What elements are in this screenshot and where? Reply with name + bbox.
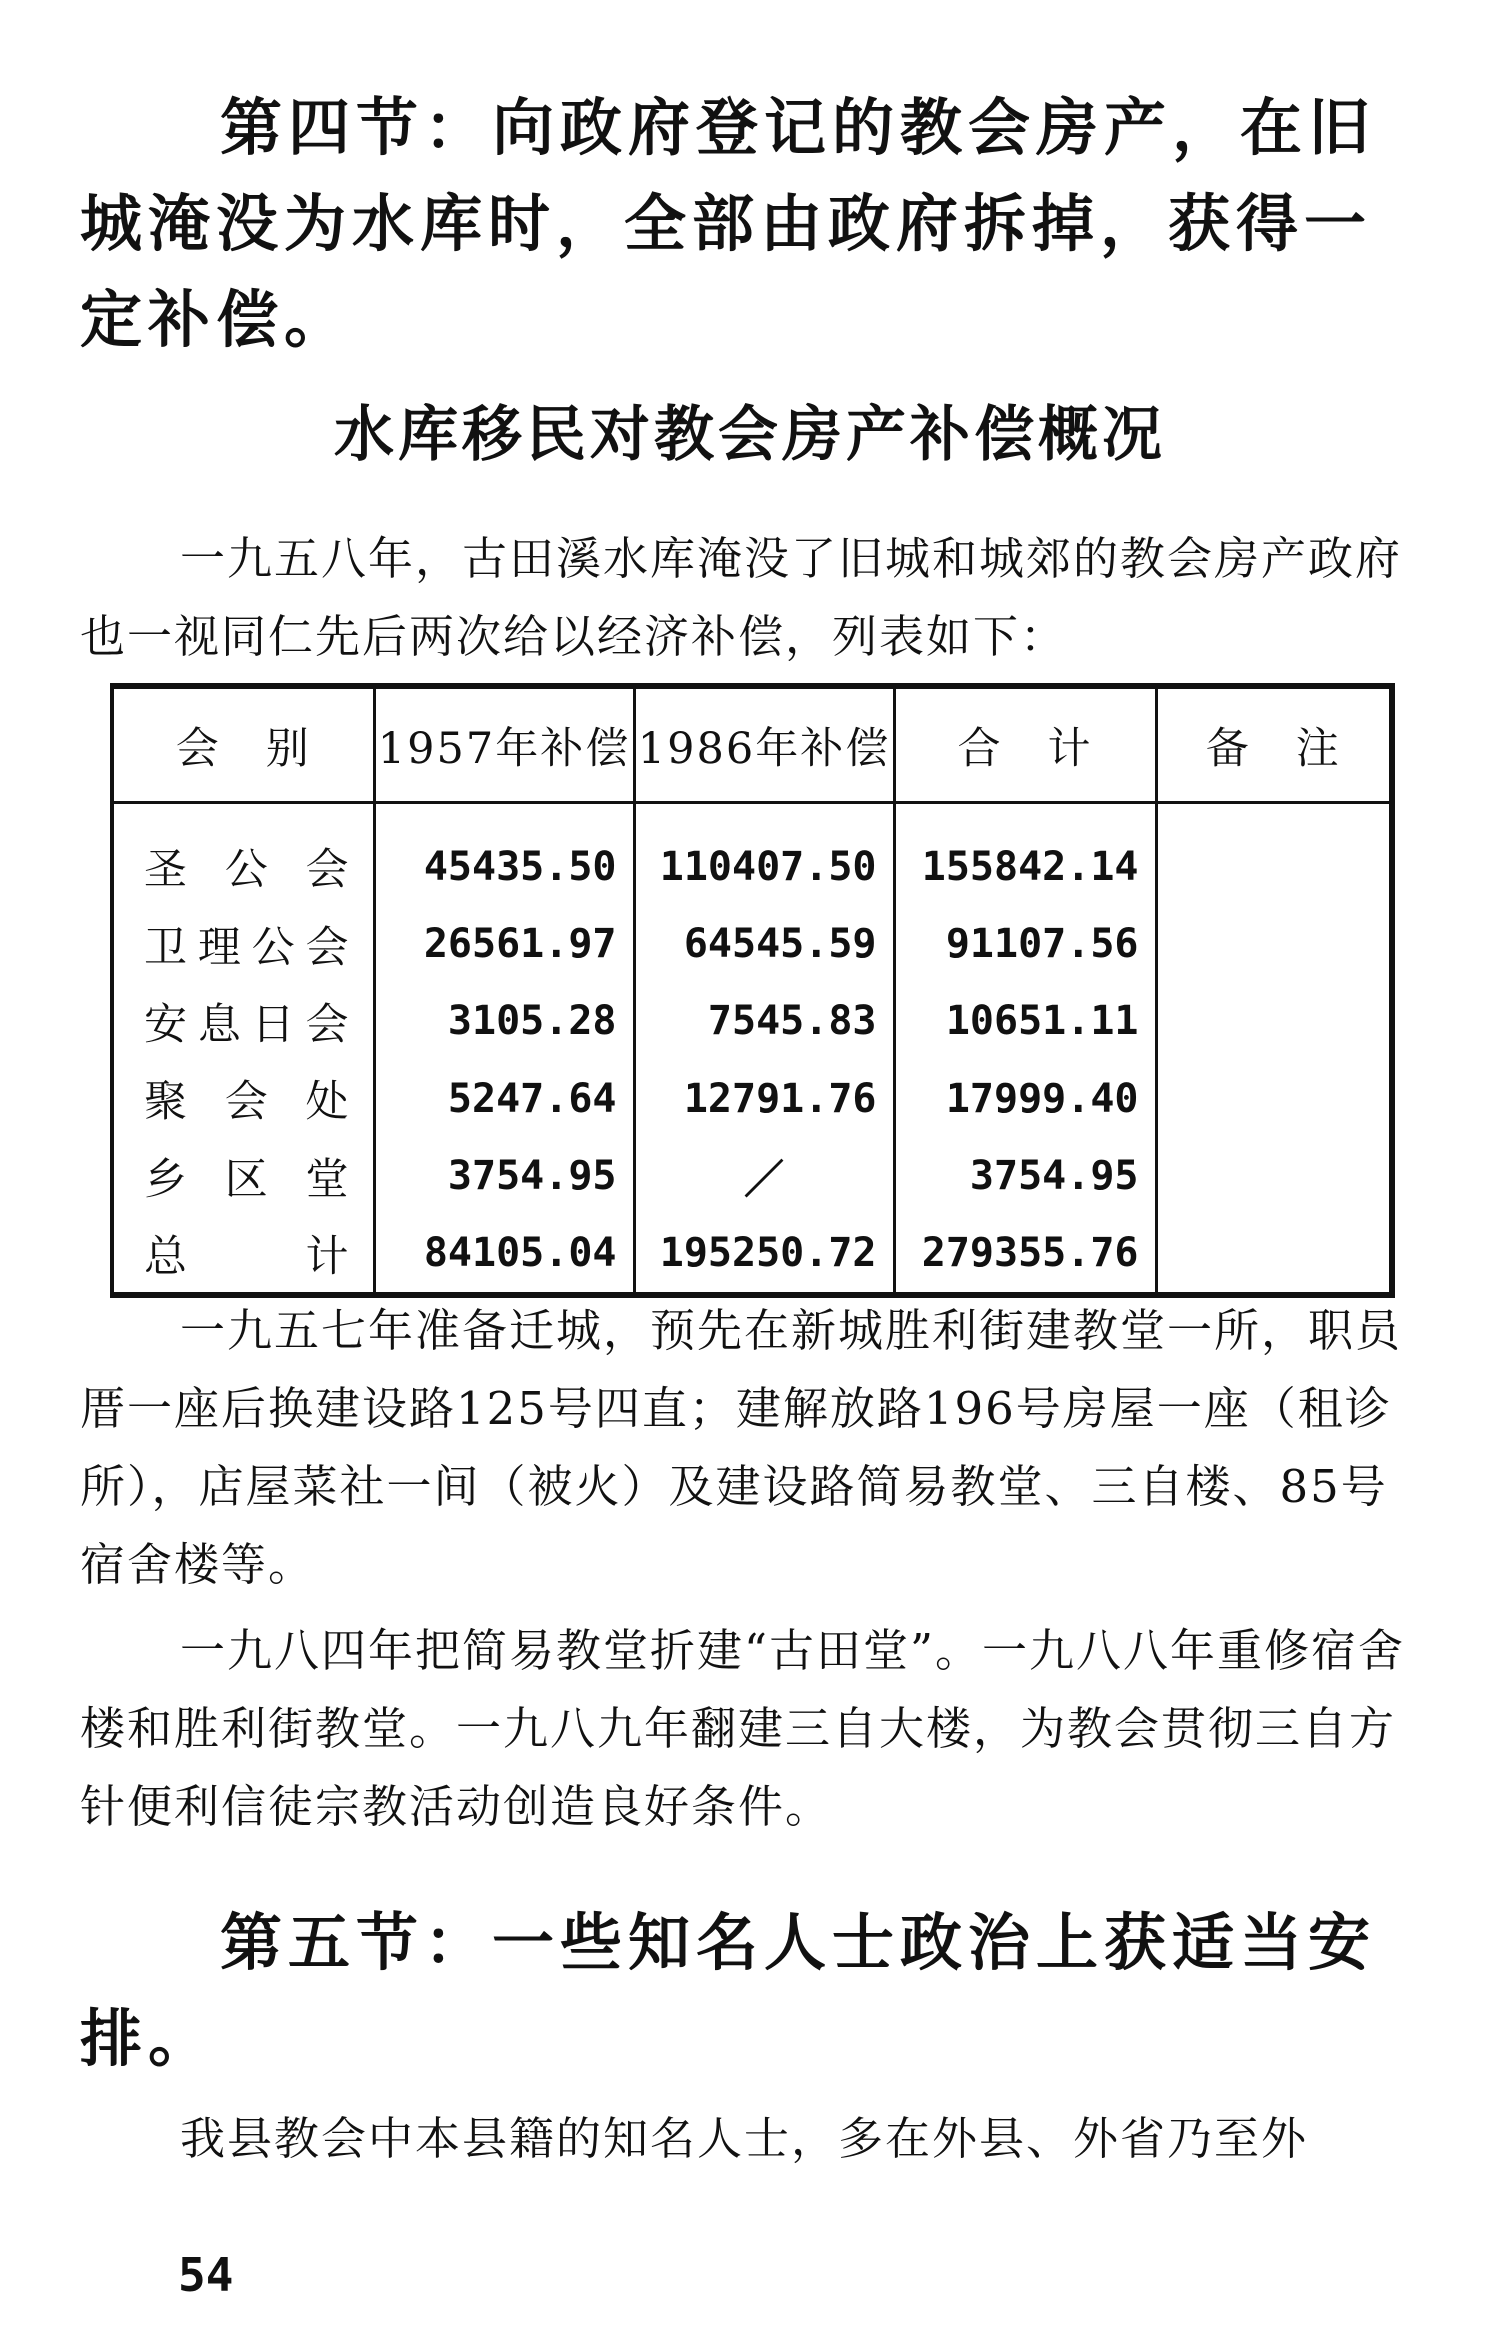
- row-total-value: 17999.40: [894, 1060, 1156, 1137]
- table-row: [112, 983, 1392, 1060]
- row-remark: [1156, 983, 1392, 1060]
- page-number: 54: [178, 2248, 234, 2302]
- row-remark: [1156, 803, 1392, 906]
- row-1957-value: 5247.64: [374, 1060, 634, 1137]
- row-remark: [1156, 1215, 1392, 1295]
- paragraph-1984: 一九八四年把简易教堂折建“古田堂”。一九八八年重修宿舍楼和胜利街教堂。一九八九年翻建三自大楼，为教会贯彻三自方针便利信徒宗教活动创造良好条件。: [80, 1624, 1406, 1833]
- row-church-name: 圣公会: [112, 803, 374, 906]
- table-row: [112, 1137, 1392, 1214]
- row-remark: [1156, 1137, 1392, 1214]
- row-1986-value: 12791.76: [634, 1060, 894, 1137]
- row-church-name: 乡区堂: [112, 1137, 374, 1214]
- row-1957-value: 26561.97: [374, 905, 634, 982]
- row-1957-value: 84105.04: [374, 1215, 634, 1295]
- header-1986-compensation: 1986年补偿: [634, 686, 894, 803]
- row-1957-value: 45435.50: [374, 803, 634, 906]
- row-remark: [1156, 1060, 1392, 1137]
- compensation-table: [110, 683, 1395, 1298]
- row-1986-value: 64545.59: [634, 905, 894, 982]
- row-total-value: 10651.11: [894, 983, 1156, 1060]
- intro-paragraph: 一九五八年，古田溪水库淹没了旧城和城郊的教会房产政府也一视同仁先后两次给以经济补偿，列表如下：: [80, 532, 1403, 663]
- section5-heading: 第五节：一些知名人士政治上获适当安排。: [80, 1906, 1377, 2075]
- row-church-name: 聚会处: [112, 1060, 374, 1137]
- row-total-value: 155842.14: [894, 803, 1156, 906]
- row-church-name: 安息日会: [112, 983, 374, 1060]
- header-remarks: 备 注: [1156, 686, 1392, 803]
- row-1957-value: 3754.95: [374, 1137, 634, 1214]
- paragraph-notables: 我县教会中本县籍的知名人士，多在外县、外省乃至外: [180, 2112, 1309, 2165]
- table-row-total: [112, 1215, 1392, 1295]
- row-1957-value: 3105.28: [374, 983, 634, 1060]
- table-row: [112, 905, 1392, 982]
- row-church-name: 总计: [112, 1215, 374, 1295]
- row-total-value: 91107.56: [894, 905, 1156, 982]
- row-1986-value: 110407.50: [634, 803, 894, 906]
- row-1986-value: 7545.83: [634, 983, 894, 1060]
- row-1986-value: 195250.72: [634, 1215, 894, 1295]
- row-church-name: 卫理公会: [112, 905, 374, 982]
- section4-heading: 第四节：向政府登记的教会房产，在旧城淹没为水库时，全部由政府拆掉，获得一定补偿。: [80, 91, 1377, 356]
- table-header-row: [112, 686, 1392, 803]
- table-row: [112, 1060, 1392, 1137]
- header-church: 会 别: [112, 686, 374, 803]
- row-1986-value: ／: [634, 1137, 894, 1214]
- header-total: 合 计: [894, 686, 1156, 803]
- header-1957-compensation: 1957年补偿: [374, 686, 634, 803]
- row-total-value: 279355.76: [894, 1215, 1156, 1295]
- paragraph-1957: 一九五七年准备迁城，预先在新城胜利街建教堂一所，职员厝一座后换建设路125号四直；建解放路196号房屋一座（租诊所），店屋菜社一间（被火）及建设路简易教堂、三自楼、85号宿舍楼等。: [80, 1304, 1403, 1591]
- row-remark: [1156, 905, 1392, 982]
- table-row: [112, 803, 1392, 906]
- table-title: 水库移民对教会房产补偿概况: [334, 400, 1166, 470]
- row-total-value: 3754.95: [894, 1137, 1156, 1214]
